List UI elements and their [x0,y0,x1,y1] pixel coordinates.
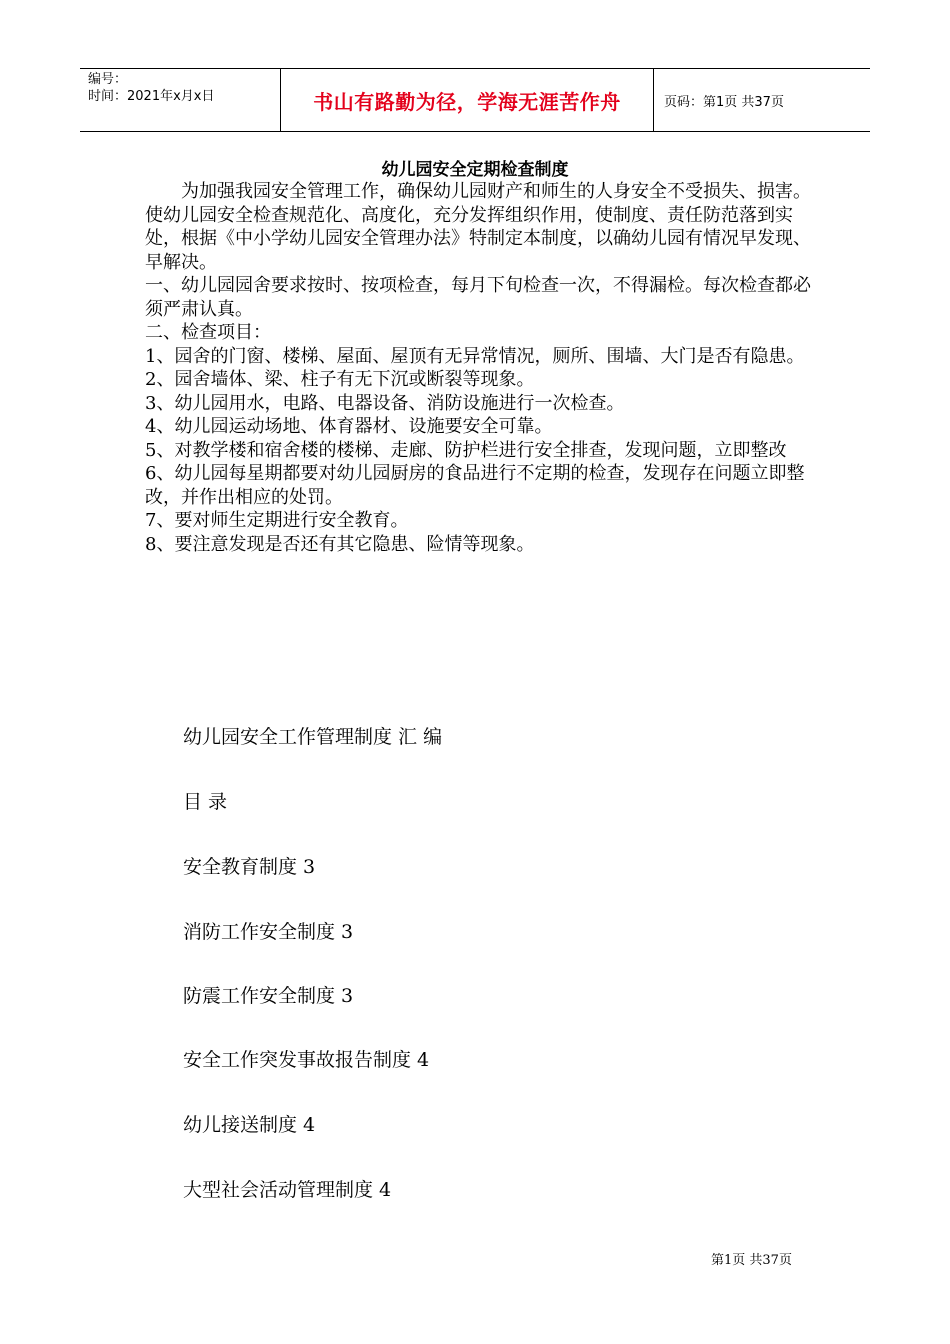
document-title: 幼儿园安全定期检查制度 [381,160,569,180]
check-item: 8、要注意发现是否还有其它隐患、险情等现象。 [145,533,535,555]
document-date: 时间：2021年x月x日 [88,89,215,104]
toc-entry: 防震工作安全制度 3 [183,985,354,1007]
check-item: 4、幼儿园运动场地、体育器材、设施要安全可靠。 [145,416,553,437]
toc-entry: 幼儿接送制度 4 [183,1114,316,1136]
toc-entry: 大型社会活动管理制度 4 [183,1179,392,1201]
toc-heading: 幼儿园安全工作管理制度 汇 编 [183,726,443,748]
section-2-heading: 二、检查项目： [145,322,271,343]
intro-paragraph: 为加强我园安全管理工作，确保幼儿园财产和师生的人身安全不受损失、损害。使幼儿园安全检查规范化、高度化，充分发挥组织作用，使制度、责任防范落到实处，根据《中小学幼儿园安全管理办法》特制定本制度，以确幼儿园有情况早发现、早解决。 [145,181,811,273]
toc-label: 目 录 [183,791,228,813]
header-meta [80,69,281,131]
check-item: 1、园舍的门窗、楼梯、屋面、屋顶有无异常情况，厕所、围墙、大门是否有隐患。 [145,345,805,367]
document-number-label: 编号： [88,72,128,87]
page-footer: 第1页 共37页 [711,1253,792,1268]
check-item: 5、对教学楼和宿舍楼的楼梯、走廊、防护栏进行安全排查，发现问题，立即整改 [145,439,787,461]
toc-entry: 安全工作突发事故报告制度 4 [183,1049,430,1071]
header-motto: 书山有路勤为径，学海无涯苦作舟 [281,69,654,131]
check-item: 7、要对师生定期进行安全教育。 [145,510,409,531]
section-1: 一、幼儿园园舍要求按时、按项检查，每月下旬检查一次，不得漏检。每次检查都必须严肃认真。 [145,275,811,320]
check-item: 3、幼儿园用水，电路、电器设备、消防设施进行一次检查。 [145,392,625,414]
page-header [80,68,870,132]
document-body [145,180,815,556]
check-item: 2、园舍墙体、梁、柱子有无下沉或断裂等现象。 [145,369,535,390]
header-page-info: 页码：第1页 共37页 [664,94,784,110]
check-item: 6、幼儿园每星期都要对幼儿园厨房的食品进行不定期的检查，发现存在问题立即整改，并作出相应的处罚。 [145,463,805,508]
toc-entry: 消防工作安全制度 3 [183,921,354,943]
toc-entry: 安全教育制度 3 [183,856,316,878]
